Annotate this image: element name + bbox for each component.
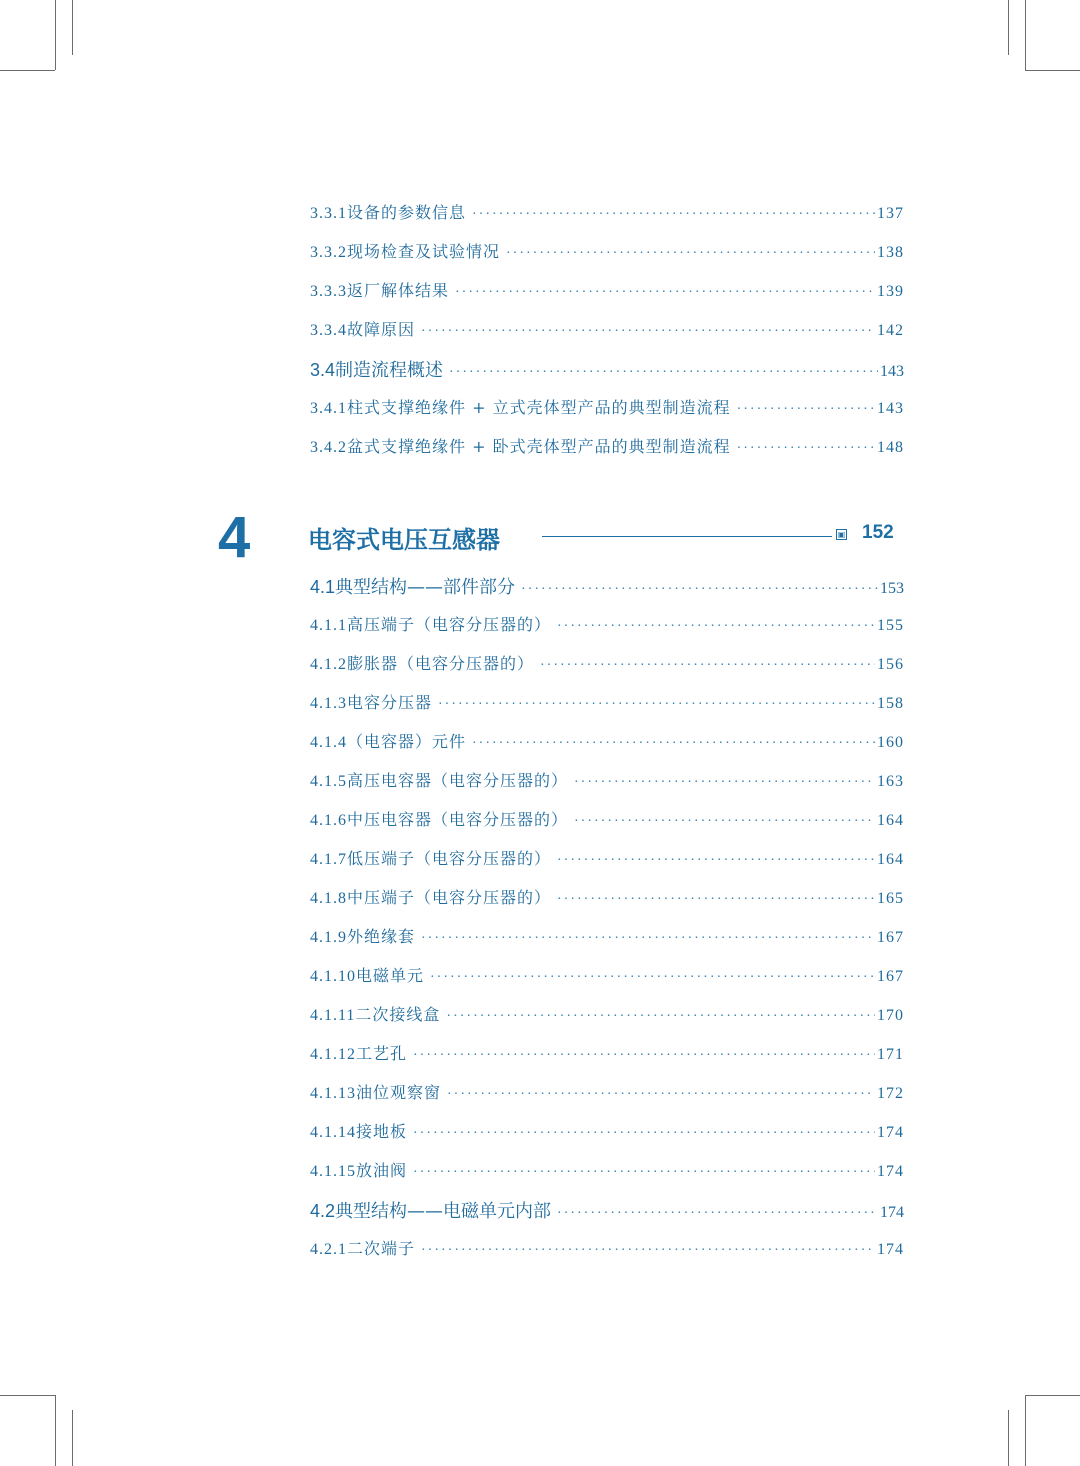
toc-leader-dots	[506, 246, 875, 262]
toc-entry-title: 油位观察窗	[356, 1083, 442, 1102]
toc-leader-dots	[557, 1206, 878, 1222]
toc-entry-title: 盆式支撑绝缘件 + 卧式壳体型产品的典型制造流程	[347, 437, 731, 456]
chapter-page-number: 152	[862, 522, 894, 543]
toc-entry-title: 电容分压器	[347, 693, 433, 712]
toc-entry[interactable]	[310, 434, 904, 473]
toc-entry[interactable]	[310, 729, 904, 768]
toc-entry-title: 外绝缘套	[347, 927, 416, 946]
toc-entry-number: 3.3.1	[310, 205, 347, 222]
toc-entry[interactable]	[310, 1236, 904, 1275]
toc-entry-number: 4.1.13	[310, 1085, 356, 1102]
toc-entry[interactable]	[310, 1041, 904, 1080]
toc-entry-page: 172	[877, 1085, 904, 1102]
chapter-rule	[542, 536, 832, 537]
toc-entry-number: 3.3.2	[310, 244, 347, 261]
toc-entry-title: 现场检查及试验情况	[347, 242, 501, 261]
toc-entry[interactable]	[310, 239, 904, 278]
toc-entry-title: 中压电容器（电容分压器的）	[347, 810, 569, 829]
toc-entry-number: 3.3.3	[310, 283, 347, 300]
toc-entry-page: 171	[877, 1046, 904, 1063]
toc-entry-title: 电磁单元	[356, 966, 425, 985]
toc-entry-page: 158	[877, 695, 904, 712]
toc-entry-number: 4.1.11	[310, 1007, 356, 1024]
toc-entry[interactable]	[310, 395, 904, 434]
toc-entry-number: 4.1.9	[310, 929, 347, 946]
toc-entry-page: 174	[877, 1124, 904, 1141]
toc-entry-number: 3.4	[310, 360, 336, 380]
toc-entry-title: 故障原因	[347, 320, 416, 339]
toc-leader-dots	[447, 1087, 875, 1103]
toc-entry-title: 制造流程概述	[335, 360, 444, 381]
toc-entry-page: 160	[877, 734, 904, 751]
toc-entry-title: 放油阀	[356, 1161, 408, 1180]
toc-leader-dots	[421, 1243, 875, 1259]
toc-entry-number: 4.1.3	[310, 695, 347, 712]
toc-entry-page: 142	[877, 322, 904, 339]
toc-entry-page: 143	[880, 363, 904, 380]
toc-entry-number: 3.4.1	[310, 400, 347, 417]
toc-entry-title: 设备的参数信息	[347, 203, 467, 222]
page-icon: ▣	[837, 530, 846, 539]
toc-entry-number: 4.1.4	[310, 734, 347, 751]
toc-entry-number: 4.1.10	[310, 968, 356, 985]
chapter-heading[interactable]	[218, 505, 908, 570]
toc-entry-title: 接地板	[356, 1122, 408, 1141]
chapter-title: 电容式电压互感器	[308, 526, 500, 554]
toc-entry-page: 167	[877, 929, 904, 946]
toc-entry-page: 164	[877, 812, 904, 829]
toc-leader-dots	[455, 285, 875, 301]
toc-entry-title: 返厂解体结果	[347, 281, 450, 300]
toc-leader-dots	[557, 619, 875, 635]
toc-entry[interactable]	[310, 1080, 904, 1119]
toc-entry[interactable]	[310, 768, 904, 807]
toc-entry[interactable]	[310, 651, 904, 690]
toc-entry-title: （电容器）元件	[347, 732, 467, 751]
toc-entry-title: 膨胀器（电容分压器的）	[347, 654, 535, 673]
toc-entry[interactable]	[310, 317, 904, 356]
toc-entry[interactable]	[310, 200, 904, 239]
toc-entry-page: 139	[877, 283, 904, 300]
toc-entry[interactable]	[310, 924, 904, 963]
toc-leader-dots	[574, 814, 875, 830]
toc-entry-number: 3.3.4	[310, 322, 347, 339]
toc-leader-dots	[413, 1126, 875, 1142]
toc-leader-dots	[472, 736, 875, 752]
toc-entry-title: 低压端子（电容分压器的）	[347, 849, 552, 868]
toc-entry-page: 164	[877, 851, 904, 868]
toc-entry-page: 165	[877, 890, 904, 907]
toc-entry-number: 4.1.1	[310, 617, 347, 634]
toc-entry-number: 3.4.2	[310, 439, 347, 456]
toc-leader-dots	[557, 892, 875, 908]
toc-leader-dots	[557, 853, 875, 869]
toc-entry[interactable]	[310, 573, 904, 612]
toc-entry[interactable]	[310, 690, 904, 729]
toc-entry-title: 工艺孔	[356, 1044, 408, 1063]
toc-entry[interactable]	[310, 356, 904, 395]
toc-entry[interactable]	[310, 1197, 904, 1236]
toc-entry-page: 167	[877, 968, 904, 985]
toc-entry[interactable]	[310, 1002, 904, 1041]
toc-leader-dots	[438, 697, 875, 713]
chapter-number: 4	[218, 505, 251, 570]
toc-entry-title: 二次接线盒	[355, 1005, 441, 1024]
toc-entry-number: 4.1.2	[310, 656, 347, 673]
toc-section-3	[310, 200, 904, 473]
toc-entry-page: 148	[877, 439, 904, 456]
toc-entry-title: 典型结构——电磁单元内部	[335, 1201, 552, 1222]
toc-entry-number: 4.1.6	[310, 812, 347, 829]
toc-entry[interactable]	[310, 963, 904, 1002]
toc-entry-title: 中压端子（电容分压器的）	[347, 888, 552, 907]
toc-section-4	[310, 573, 904, 1275]
toc-leader-dots	[446, 1009, 875, 1025]
toc-entry[interactable]	[310, 885, 904, 924]
toc-entry-page: 155	[877, 617, 904, 634]
toc-leader-dots	[413, 1165, 875, 1181]
toc-entry[interactable]	[310, 612, 904, 651]
toc-entry-page: 174	[880, 1204, 904, 1221]
toc-entry-title: 高压电容器（电容分压器的）	[347, 771, 569, 790]
toc-entry-page: 174	[877, 1163, 904, 1180]
toc-entry-page: 153	[880, 580, 904, 597]
toc-entry-page: 163	[877, 773, 904, 790]
toc-entry-title: 柱式支撑绝缘件 + 立式壳体型产品的典型制造流程	[347, 398, 731, 417]
toc-leader-dots	[472, 207, 875, 223]
toc-entry-number: 4.2	[310, 1201, 336, 1221]
toc-entry-title: 高压端子（电容分压器的）	[347, 615, 552, 634]
toc-leader-dots	[574, 775, 875, 791]
toc-entry-number: 4.1.12	[310, 1046, 356, 1063]
toc-entry[interactable]	[310, 278, 904, 317]
toc-leader-dots	[540, 658, 875, 674]
toc-entry-page: 143	[877, 400, 904, 417]
toc-entry-page: 170	[877, 1007, 904, 1024]
toc-entry-number: 4.1.8	[310, 890, 347, 907]
toc-leader-dots	[521, 582, 878, 598]
toc-leader-dots	[737, 402, 875, 418]
toc-entry-page: 138	[877, 244, 904, 261]
toc-entry[interactable]	[310, 807, 904, 846]
toc-entry-number: 4.1.5	[310, 773, 347, 790]
toc-entry-page: 137	[877, 205, 904, 222]
toc-entry-page: 174	[877, 1241, 904, 1258]
toc-leader-dots	[421, 931, 875, 947]
toc-leader-dots	[421, 324, 875, 340]
toc-entry-number: 4.1.15	[310, 1163, 356, 1180]
toc-leader-dots	[430, 970, 875, 986]
toc-entry[interactable]	[310, 1158, 904, 1197]
toc-entry[interactable]	[310, 846, 904, 885]
toc-leader-dots	[737, 441, 875, 457]
toc-entry[interactable]	[310, 1119, 904, 1158]
toc-entry-page: 156	[877, 656, 904, 673]
toc-entry-title: 典型结构——部件部分	[335, 577, 516, 598]
toc-entry-number: 4.1.7	[310, 851, 347, 868]
toc-leader-dots	[413, 1048, 875, 1064]
toc-entry-number: 4.1.14	[310, 1124, 356, 1141]
toc-entry-number: 4.1	[310, 577, 336, 597]
toc-entry-title: 二次端子	[347, 1239, 416, 1258]
toc-entry-number: 4.2.1	[310, 1241, 347, 1258]
toc-leader-dots	[449, 365, 878, 381]
